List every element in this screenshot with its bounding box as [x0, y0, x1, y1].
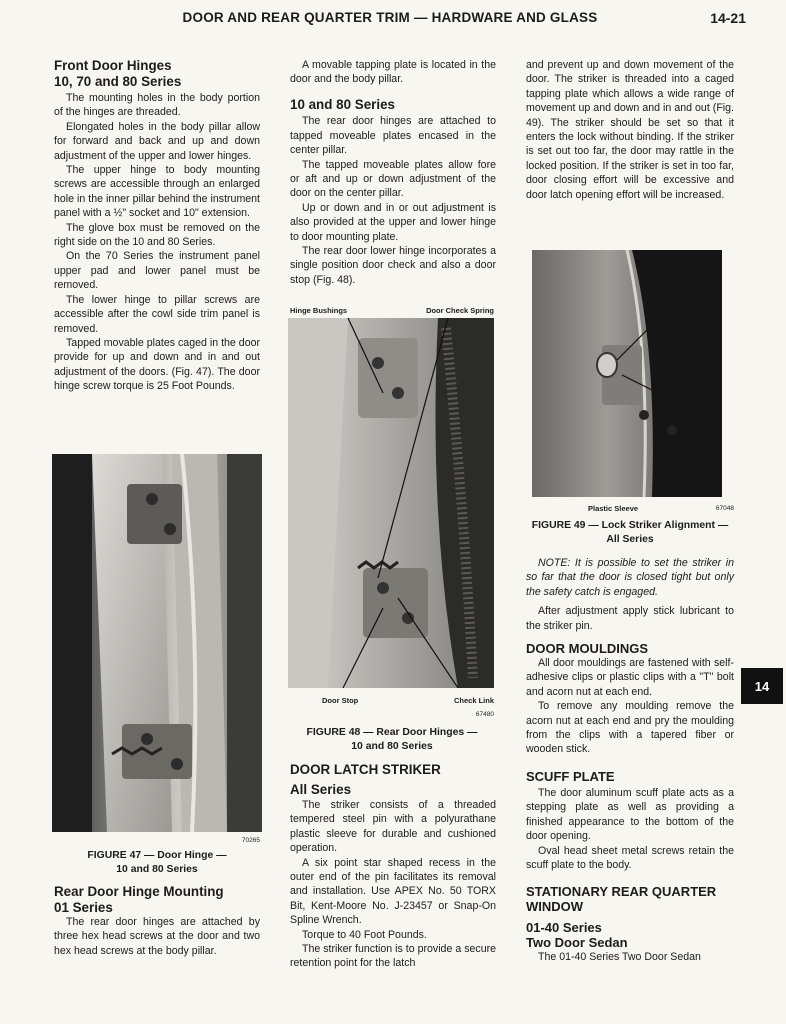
paragraph: On the 70 Series the instrument panel upper pad and lower panel must be removed.	[54, 250, 260, 292]
paragraph: After adjustment apply stick lubricant to the striker pin.	[526, 605, 734, 632]
label-hinge-bushings: Hinge Bushings	[290, 306, 348, 315]
section-subheading-two-door-sedan: Two Door Sedan	[526, 935, 628, 951]
figure-49-caption-block	[526, 502, 734, 547]
section-heading-rear-door-hinge: Rear Door Hinge Mounting	[54, 884, 224, 899]
section-subheading-01-40-series: 01-40 Series	[526, 920, 602, 936]
paragraph: The rear door hinges are attached by three hex head screws at the door and two hex head screws at the body pillar.	[54, 916, 260, 957]
section-heading-front-door-hinges: Front Door Hinges	[54, 58, 172, 73]
figure-47-photo	[52, 454, 262, 832]
figure-48-number: 67480	[475, 711, 494, 719]
paragraph: The rear door lower hinge incorporates a single position door check and also a door stop (Fig. 48).	[290, 244, 496, 286]
figure-48-caption	[290, 726, 494, 754]
caption-line: FIGURE 49 — Lock Striker Alignment —	[531, 520, 729, 532]
caption-line: 10 and 80 Series	[351, 740, 433, 752]
label-door-check-spring: Door Check Spring	[426, 306, 494, 315]
paragraph: Oval head sheet metal screws retain the scuff plate to the body.	[526, 844, 734, 871]
paragraph: The glove box must be removed on the right side on the 10 and 80 Series.	[54, 221, 260, 249]
section-subheading-series: 10, 70 and 80 Series	[54, 73, 182, 89]
figure-49-number: 67048	[715, 505, 734, 512]
label-door-stop: Door Stop	[322, 696, 359, 705]
rear-door-hinge-illustration	[288, 318, 494, 688]
column-1	[54, 58, 260, 394]
figure-49-caption	[526, 519, 734, 547]
section-heading-window: WINDOW	[526, 899, 584, 915]
paragraph: The upper hinge to body mounting screws are accessible through an enlarged hole in the inner pillar behind the instrument panel with a ½" socket and 10" extension.	[54, 164, 260, 220]
figure-48-caption-block	[290, 694, 494, 754]
paragraph: The 01-40 Series Two Door Sedan	[538, 951, 701, 964]
section-heading-scuff-plate: SCUFF PLATE	[526, 768, 615, 784]
paragraph: Elongated holes in the body pillar allow for forward and back and up and down adjustment of the upper and lower hinges.	[54, 120, 260, 162]
figure-48-photo	[288, 318, 494, 688]
paragraph: The tapped moveable plates allow fore or aft and up or down adjustment of the door on the center pillar.	[290, 158, 496, 200]
figure-48-top-labels	[290, 304, 494, 318]
paragraph: The rear door hinges are attached to tapped moveable plates encased in the center pillar.	[290, 115, 496, 157]
section-subheading-01-series: 01 Series	[54, 899, 113, 915]
paragraph: The mounting holes in the body portion of the hinges are threaded.	[54, 92, 260, 119]
column-3	[526, 58, 734, 202]
section-tab-badge: 14	[741, 668, 783, 704]
paragraph: A six point star shaped recess in the outer end of the pin facilitates its removal and installation. Use APEX No. 50 TORX Bit, Kent-Moore No. J-23457 or Snap-On Spline Wrench.	[290, 856, 496, 927]
section-subheading-all-series: All Series	[290, 781, 352, 797]
caption-line: 10 and 80 Series	[116, 864, 198, 876]
section-heading-10-80-series: 10 and 80 Series	[290, 96, 395, 112]
label-check-link: Check Link	[453, 696, 494, 705]
paragraph: Torque to 40 Foot Pounds.	[302, 928, 427, 941]
page-header-title: DOOR AND REAR QUARTER TRIM — HARDWARE AND GLASS	[182, 10, 598, 25]
caption-line: FIGURE 48 — Rear Door Hinges —	[306, 726, 478, 738]
lock-striker-illustration	[532, 250, 722, 497]
paragraph: To remove any moulding remove the acorn nut at each end and pry the moulding from the clips with a tapered fiber or wooden stick.	[526, 700, 734, 756]
section-heading-stationary-rear-quarter: STATIONARY REAR QUARTER	[526, 884, 717, 900]
section-heading-door-mouldings: DOOR MOULDINGS	[526, 641, 649, 657]
paragraph: A movable tapping plate is located in the door and the body pillar.	[290, 59, 496, 86]
note-paragraph: NOTE: It is possible to set the striker in so far that the door is closed tight but only the safety catch is engaged.	[526, 557, 734, 598]
paragraph: Up or down and in or out adjustment is also provided at the upper and lower hinge to door mounting plate.	[290, 201, 496, 243]
paragraph: All door mouldings are fastened with self-adhesive clips or plastic clips with a "T" bolt and acorn nut at each end.	[526, 657, 734, 698]
page-number: 14-21	[710, 10, 746, 26]
figure-49-photo	[532, 250, 722, 497]
paragraph: The lower hinge to pillar screws are accessible after the cowl side trim panel is removed.	[54, 293, 260, 335]
paragraph: Tapped movable plates caged in the door provide for up and down and in and out adjustment of the doors. (Fig. 47). The door hinge screw torque is 25 Foot Pounds.	[54, 336, 260, 393]
figure-47-caption	[54, 849, 260, 877]
label-plastic-sleeve: Plastic Sleeve	[588, 504, 639, 513]
paragraph: and prevent up and down movement of the door. The striker is threaded into a caged tapping plate which allows a wide range of movement up and down and in and out (Fig. 49). The striker should be set so that it enters the lock without binding. If the striker is set out too far, the door may rattle in the locked position. If the striker is set in too far, door closing effort will be excessive and door latch opening effort will be increased.	[526, 59, 734, 201]
figure-47-number: 70265	[241, 837, 260, 844]
paragraph: The striker consists of a threaded tempered steel pin with a polyurathane plastic sleeve for durable and cushioned operation.	[290, 799, 496, 855]
door-latch-striker-section	[290, 762, 496, 971]
figure-47-caption-block	[54, 834, 260, 877]
rear-door-hinge-section	[54, 884, 260, 958]
section-heading-door-latch-striker: DOOR LATCH STRIKER	[290, 762, 441, 777]
paragraph: The striker function is to provide a secure retention point for the latch	[290, 943, 496, 970]
column-2	[290, 58, 496, 287]
caption-line: All Series	[606, 534, 654, 546]
door-hinge-illustration	[52, 454, 262, 832]
caption-line: FIGURE 47 — Door Hinge —	[87, 850, 227, 862]
column-3-lower	[526, 556, 734, 965]
paragraph: The door aluminum scuff plate acts as a stepping plate as well as providing a finished appearance to the bottom of the door opening.	[526, 786, 734, 843]
